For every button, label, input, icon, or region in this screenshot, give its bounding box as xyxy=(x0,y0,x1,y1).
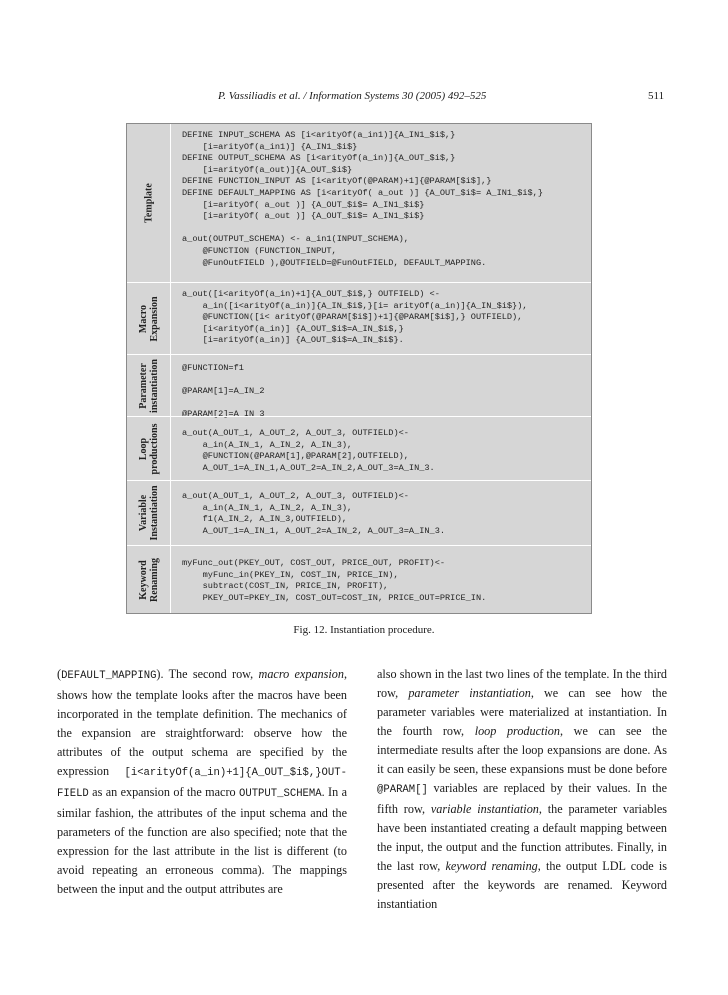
row-label: Keyword Renaming xyxy=(137,557,160,602)
text-run: variables are replaced by their values. In the fifth row, xyxy=(377,781,667,816)
figure-row-keyword-renaming xyxy=(127,545,591,613)
row-code: @FUNCTION=f1 @PARAM[1]=A_IN_2 @PARAM[2]=A_IN_3 xyxy=(182,363,265,420)
page-number: 511 xyxy=(648,90,665,102)
emphasis-term: loop production xyxy=(474,724,560,738)
figure-row-variable-instantiation xyxy=(127,480,591,545)
row-label: Parameter instantiation xyxy=(137,358,160,413)
code-term: OUTPUT_SCHEMA xyxy=(238,788,322,800)
running-title: P. Vassiliadis et al. / Information Systems 30 (2005) 492–525 xyxy=(218,90,487,102)
figure-row-parameter-instantiation xyxy=(127,354,591,420)
text-run: , shows how the template looks after the macros have been incorporated in the template definition. The mechanics of the expansion are straightforward: observe how the attributes of the output schema are specified by the expression xyxy=(57,667,347,778)
row-label-cell xyxy=(127,481,171,545)
row-code: a_out(A_OUT_1, A_OUT_2, A_OUT_3, OUTFIELD)<- a_in(A_IN_1, A_IN_2, A_IN_3), f1(A_IN_2, A_IN_3,OUTFIELD), A_OUT_1=A_IN_1, A_OUT_2=A_IN_2, A_OUT_3=A_IN_3. xyxy=(182,491,446,536)
row-code: DEFINE INPUT_SCHEMA AS [i<arityOf(a_in1)]{A_IN1_$i$,} [i=arityOf(a_in1)] {A_IN1_$i$} DEFINE OUTPUT_SCHEMA AS [i<arityOf(a_in)]{A_OUT_$i$,} [i=arityOf(a_out)]{A_OUT_$i$} DEFINE FUNCTION_INPUT AS [i<arityOf(@PARAM)+1]{@PARAM[$i$],} DEFINE DEFAULT_MAPPING AS [i<arityOf( a_out )] {A_OUT_$i$= A_IN1_$i$,} [i=arityOf( a_out )] {A_OUT_$i$= A_IN1_$i$} [i=arityOf( a_out )] {A_OUT_$i$= A_IN1_$i$} a_out(OUTPUT_SCHEMA) <- a_in1(INPUT_SCHEMA), @FUNCTION (FUNCTION_INPUT, @FunOutFIELD ),@OUTFIELD=@FunOutFIELD, DEFAULT_MAPPING. xyxy=(182,130,543,268)
text-run: , we can see the intermediate results after the loop expansions are done. As it can easily be seen, these expansions must be done before xyxy=(377,724,668,776)
figure-row-loop-productions xyxy=(127,416,591,480)
left-paragraph xyxy=(57,665,347,899)
row-label-cell xyxy=(127,124,171,282)
row-label: Loop productions xyxy=(137,423,160,474)
figure-caption: Fig. 12. Instantiation procedure. xyxy=(293,624,435,636)
text-run: , we can see how the parameter variables were materialized at instantiation. In the fourth row, xyxy=(377,686,667,738)
emphasis-term: variable instantiation xyxy=(430,802,539,816)
emphasis-term: parameter instantiation xyxy=(408,686,531,700)
figure-row-template xyxy=(127,124,591,282)
right-column xyxy=(377,665,667,914)
row-label: Macro Expansion xyxy=(137,295,160,342)
text-run: . In a similar fashion, the attributes of the input schema and the parameters of the function are also specified; note that the expression for the last attribute in the list is different (to avoid repeating an erroneous comma). The mappings between the input and the output attributes are xyxy=(57,785,347,896)
row-label: Template xyxy=(143,183,154,223)
figure-row-macro-expansion xyxy=(127,282,591,354)
text-run: as an expansion of the macro xyxy=(88,785,239,799)
text-run: ). The second row, xyxy=(156,667,259,681)
instantiation-figure xyxy=(126,123,592,614)
text-run: , the output LDL code is presented after the keywords are renamed. Keyword instantiation xyxy=(377,859,667,911)
right-paragraph xyxy=(377,665,667,914)
emphasis-term: macro expansion xyxy=(258,667,344,681)
emphasis-term: keyword renaming xyxy=(445,859,538,873)
code-term: DEFAULT_MAPPING xyxy=(61,670,157,682)
text-run: , the parameter variables have been instantiated creating a default mapping between the input, the output and the function attributes. Finally, in the last row, xyxy=(377,802,667,873)
left-column xyxy=(57,665,347,899)
row-code: a_out([i<arityOf(a_in)+1]{A_OUT_$i$,} OUTFIELD) <- a_in([i<arityOf(a_in)]{A_IN_$i$,}[i= arityOf(a_in)]{A_IN_$i$}), @FUNCTION([i< arityOf(@PARAM[$i$])+1]{@PARAM[$i$],} OUTFIELD), [i<arityOf(a_in)] {A_OUT_$i$=A_IN_$i$,} [i=arityOf(a_in)] {A_OUT_$i$=A_IN_$i$}. xyxy=(182,289,528,346)
row-label-cell xyxy=(127,546,171,613)
code-expression: [i<arityOf(a_in)+1]{A_OUT_$i$,}OUT-FIELD xyxy=(57,767,347,800)
row-label: Variable Instantiation xyxy=(137,485,160,541)
text-run: also shown in the last two lines of the template. In the third row, xyxy=(377,667,667,700)
row-label-cell xyxy=(127,283,171,354)
row-label-cell xyxy=(127,355,171,416)
row-code: a_out(A_OUT_1, A_OUT_2, A_OUT_3, OUTFIELD)<- a_in(A_IN_1, A_IN_2, A_IN_3), @FUNCTION(@PARAM[1],@PARAM[2],OUTFIELD), A_OUT_1=A_IN_1,A_OUT_2=A_IN_2,A_OUT_3=A_IN_3. xyxy=(182,428,435,473)
row-code: myFunc_out(PKEY_OUT, COST_OUT, PRICE_OUT, PROFIT)<- myFunc_in(PKEY_IN, COST_IN, PRICE_IN), subtract(COST_IN, PRICE_IN, PROFIT), PKEY_OUT=PKEY_IN, COST_OUT=COST_IN, PRICE_OUT=PRICE_IN. xyxy=(182,558,487,603)
page-header xyxy=(0,90,728,106)
row-label-cell xyxy=(127,417,171,480)
text-run: ( xyxy=(57,667,62,681)
code-term: @PARAM[] xyxy=(377,784,428,796)
